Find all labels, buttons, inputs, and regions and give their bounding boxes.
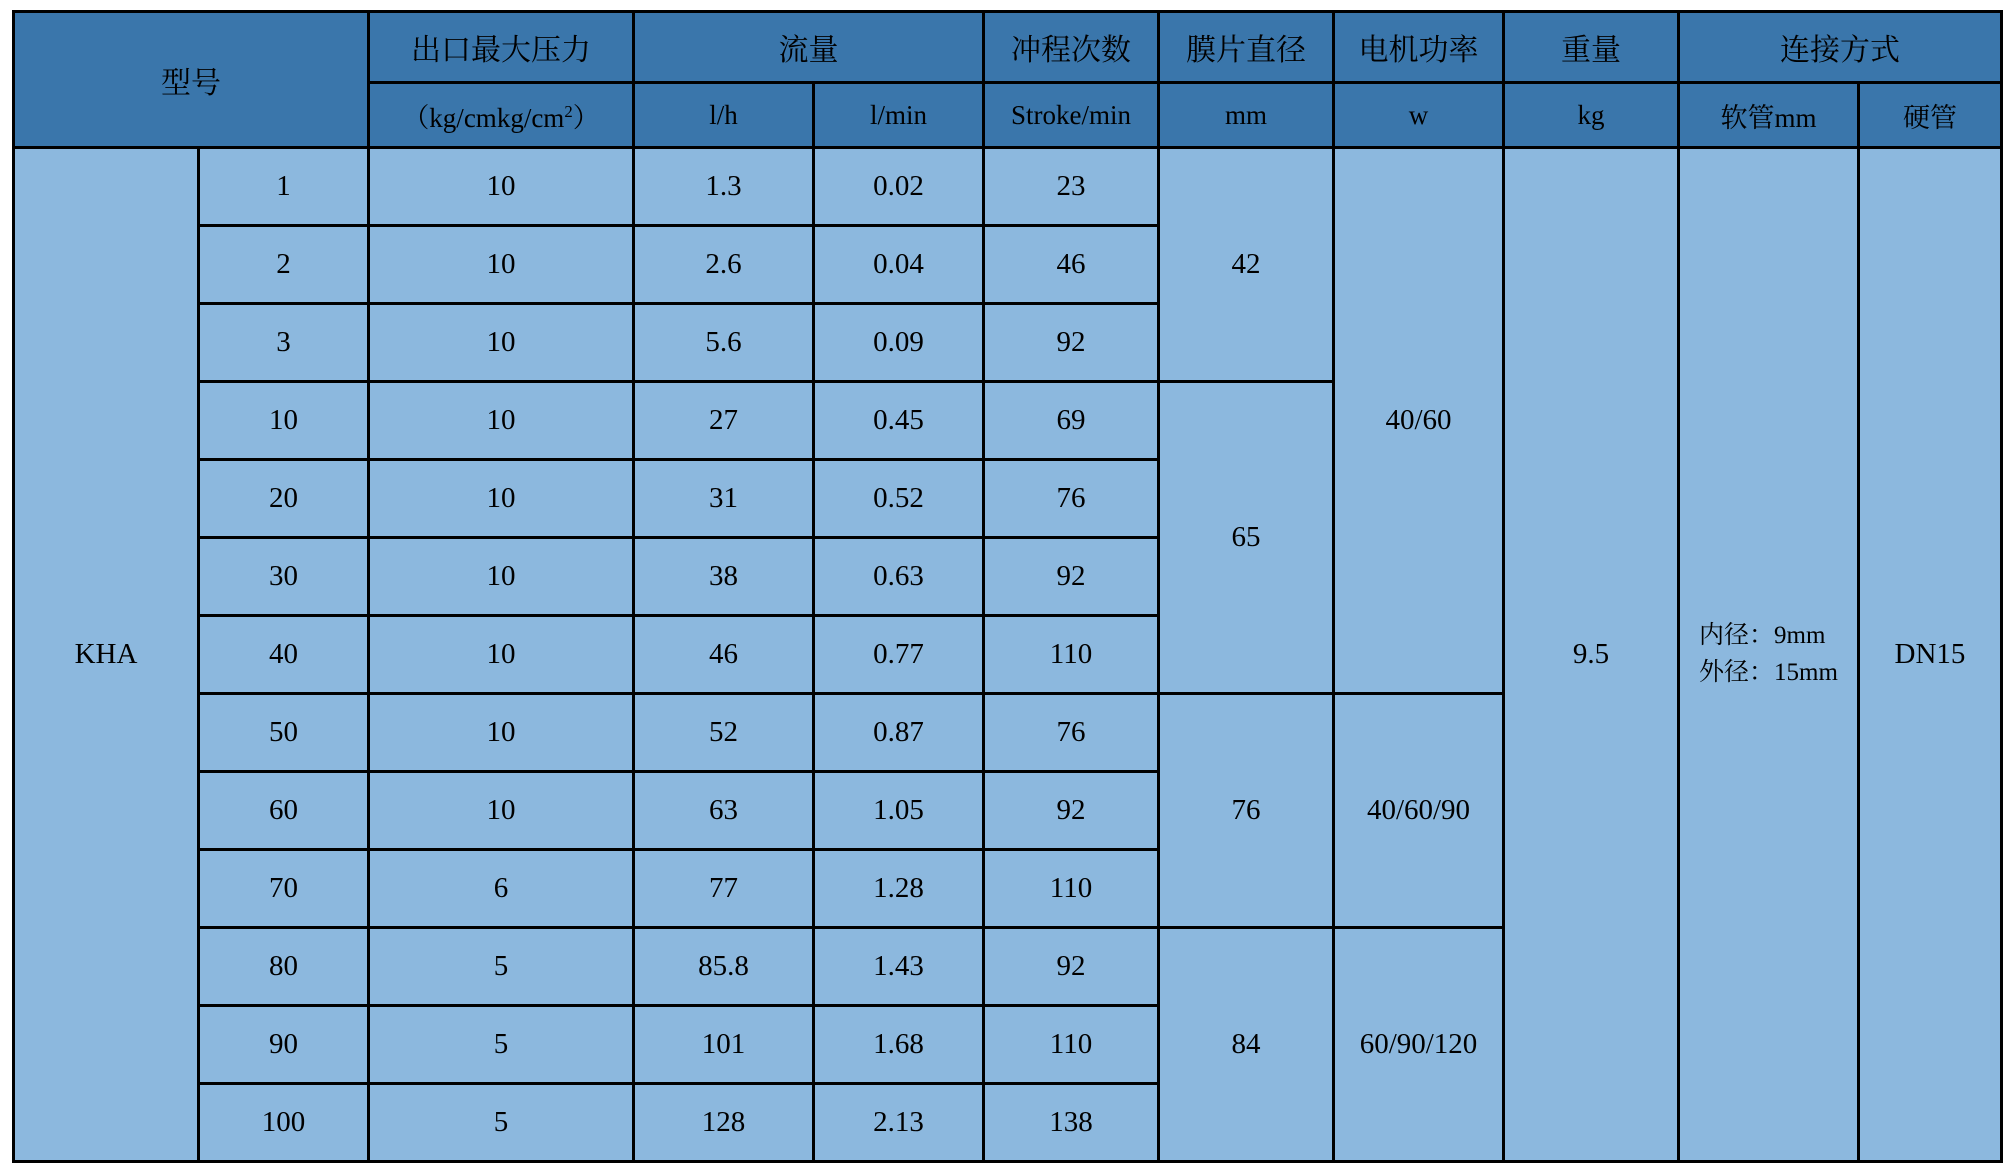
cell-flow-lh: 77	[634, 850, 814, 928]
header-max-pressure: 出口最大压力	[369, 12, 634, 83]
cell-max-pressure: 10	[369, 538, 634, 616]
cell-stroke: 92	[984, 928, 1159, 1006]
header-connection-pipe: 硬管	[1859, 83, 2002, 148]
cell-flow-lh: 2.6	[634, 226, 814, 304]
cell-diaphragm-diameter: 42	[1159, 148, 1334, 382]
cell-flow-lh: 38	[634, 538, 814, 616]
cell-model: 100	[199, 1084, 369, 1162]
cell-stroke: 110	[984, 1006, 1159, 1084]
cell-stroke: 138	[984, 1084, 1159, 1162]
cell-flow-lmin: 0.52	[814, 460, 984, 538]
cell-flow-lmin: 1.68	[814, 1006, 984, 1084]
cell-flow-lh: 52	[634, 694, 814, 772]
cell-diaphragm-diameter: 84	[1159, 928, 1334, 1162]
cell-stroke: 110	[984, 850, 1159, 928]
cell-max-pressure: 5	[369, 1084, 634, 1162]
cell-flow-lmin: 0.77	[814, 616, 984, 694]
cell-model: 20	[199, 460, 369, 538]
cell-model: 80	[199, 928, 369, 1006]
cell-flow-lmin: 1.28	[814, 850, 984, 928]
cell-flow-lmin: 0.63	[814, 538, 984, 616]
cell-flow-lh: 5.6	[634, 304, 814, 382]
cell-model: 50	[199, 694, 369, 772]
cell-max-pressure: 10	[369, 148, 634, 226]
header-stroke: 冲程次数	[984, 12, 1159, 83]
header-stroke-unit: Stroke/min	[984, 83, 1159, 148]
cell-flow-lmin: 0.87	[814, 694, 984, 772]
cell-stroke: 92	[984, 538, 1159, 616]
pressure-unit-exponent: 2	[564, 101, 573, 121]
specification-table	[12, 10, 2003, 1163]
cell-model: 2	[199, 226, 369, 304]
cell-flow-lmin: 2.13	[814, 1084, 984, 1162]
pressure-unit-text: kg/cm	[496, 102, 565, 133]
cell-max-pressure: 5	[369, 1006, 634, 1084]
cell-stroke: 46	[984, 226, 1159, 304]
cell-flow-lmin: 0.02	[814, 148, 984, 226]
cell-model: 60	[199, 772, 369, 850]
cell-flow-lh: 85.8	[634, 928, 814, 1006]
header-diaphragm: 膜片直径	[1159, 12, 1334, 83]
header-flow: 流量	[634, 12, 984, 83]
cell-max-pressure: 10	[369, 460, 634, 538]
cell-flow-lh: 128	[634, 1084, 814, 1162]
cell-max-pressure: 10	[369, 694, 634, 772]
cell-stroke: 92	[984, 304, 1159, 382]
header-flow-unit-lh: l/h	[634, 83, 814, 148]
cell-max-pressure: 5	[369, 928, 634, 1006]
cell-max-pressure: 10	[369, 772, 634, 850]
cell-max-pressure: 10	[369, 226, 634, 304]
cell-max-pressure: 10	[369, 616, 634, 694]
cell-stroke: 69	[984, 382, 1159, 460]
cell-flow-lh: 27	[634, 382, 814, 460]
cell-model: 40	[199, 616, 369, 694]
cell-flow-lmin: 1.43	[814, 928, 984, 1006]
header-connection: 连接方式	[1679, 12, 2002, 83]
cell-model: 70	[199, 850, 369, 928]
cell-flow-lh: 101	[634, 1006, 814, 1084]
header-flow-unit-lmin: l/min	[814, 83, 984, 148]
cell-stroke: 76	[984, 460, 1159, 538]
cell-max-pressure: 6	[369, 850, 634, 928]
cell-flow-lmin: 0.45	[814, 382, 984, 460]
cell-motor-power: 40/60/90	[1334, 694, 1504, 928]
header-max-pressure-unit	[369, 83, 634, 148]
cell-flow-lh: 63	[634, 772, 814, 850]
cell-model: 3	[199, 304, 369, 382]
cell-stroke: 92	[984, 772, 1159, 850]
header-weight-unit: kg	[1504, 83, 1679, 148]
cell-stroke: 110	[984, 616, 1159, 694]
cell-max-pressure: 10	[369, 304, 634, 382]
cell-motor-power: 40/60	[1334, 148, 1504, 694]
header-connection-hose: 软管mm	[1679, 83, 1859, 148]
cell-weight: 9.5	[1504, 148, 1679, 1162]
cell-flow-lmin: 1.05	[814, 772, 984, 850]
cell-stroke: 23	[984, 148, 1159, 226]
table-row	[14, 148, 2002, 226]
cell-model: 1	[199, 148, 369, 226]
hose-outer-diameter: 外径：15mm	[1699, 658, 1838, 686]
header-diaphragm-unit: mm	[1159, 83, 1334, 148]
cell-model: 90	[199, 1006, 369, 1084]
cell-stroke: 76	[984, 694, 1159, 772]
header-motor-power: 电机功率	[1334, 12, 1504, 83]
cell-series-name: KHA	[14, 148, 199, 1162]
cell-flow-lmin: 0.09	[814, 304, 984, 382]
header-model: 型号	[14, 12, 369, 148]
cell-diaphragm-diameter: 65	[1159, 382, 1334, 694]
cell-motor-power: 60/90/120	[1334, 928, 1504, 1162]
table-header-row-1	[14, 12, 2002, 83]
pressure-unit-open: （kg/cm	[402, 102, 497, 133]
cell-diaphragm-diameter: 76	[1159, 694, 1334, 928]
pressure-unit-close: ）	[572, 102, 600, 133]
header-weight: 重量	[1504, 12, 1679, 83]
cell-flow-lmin: 0.04	[814, 226, 984, 304]
hose-inner-diameter: 内径：9mm	[1699, 622, 1826, 650]
table-body	[14, 148, 2002, 1162]
cell-model: 10	[199, 382, 369, 460]
cell-flow-lh: 31	[634, 460, 814, 538]
cell-flow-lh: 46	[634, 616, 814, 694]
cell-connection-pipe: DN15	[1859, 148, 2002, 1162]
cell-connection-hose	[1679, 148, 1859, 1162]
cell-max-pressure: 10	[369, 382, 634, 460]
cell-flow-lh: 1.3	[634, 148, 814, 226]
cell-model: 30	[199, 538, 369, 616]
header-motor-power-unit: w	[1334, 83, 1504, 148]
